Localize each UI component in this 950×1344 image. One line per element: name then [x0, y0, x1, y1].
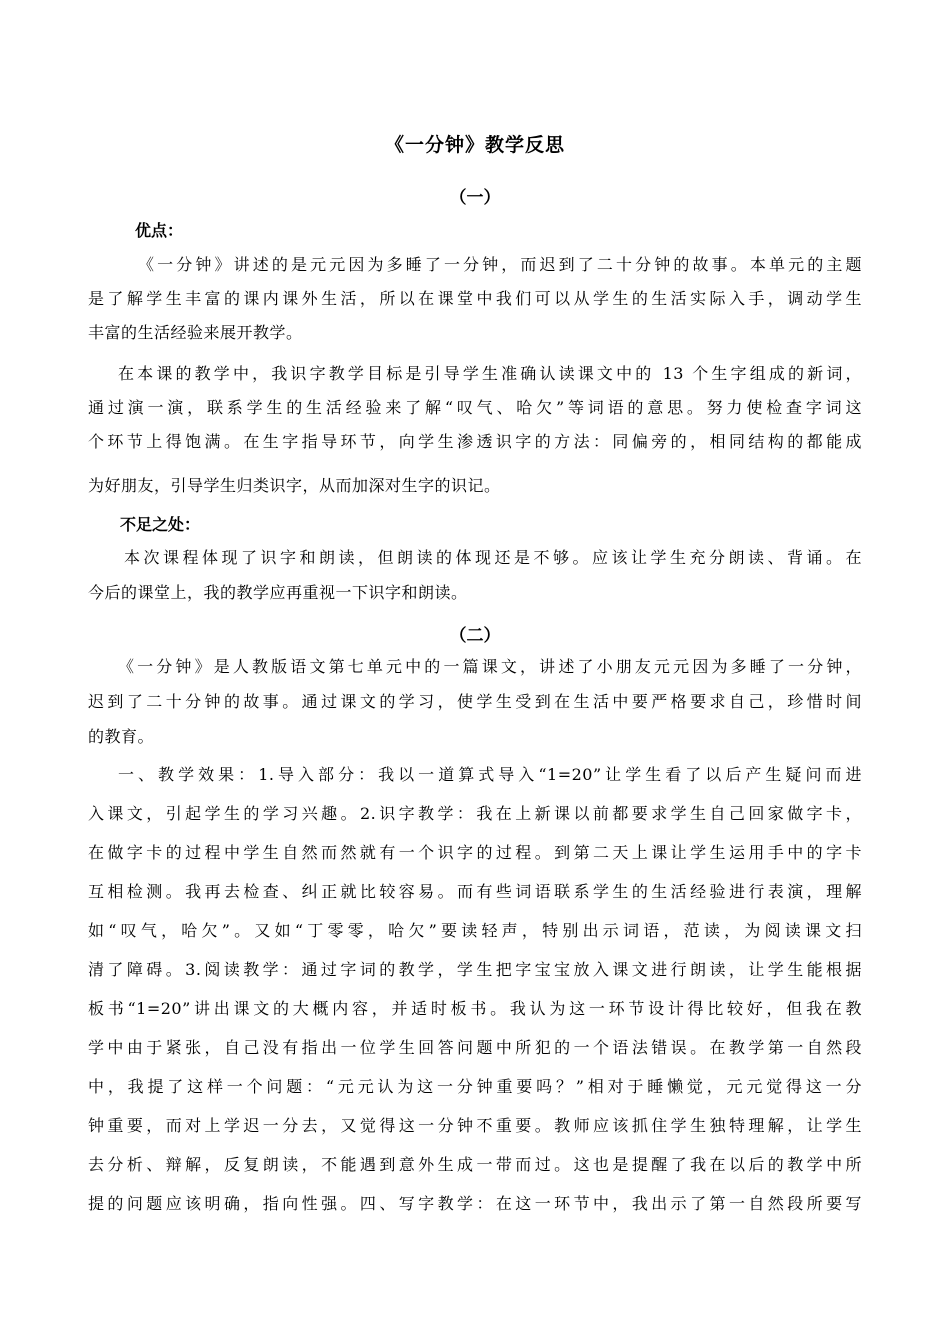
paragraph-line: 入课文，引起学生的学习兴趣。2.识字教学：我在上新课以前都要求学生自己回家做字卡，	[88, 804, 862, 823]
paragraph-line: 一、教学效果：1.导入部分：我以一道算式导入“1=20”让学生看了以后产生疑问而进	[118, 765, 862, 784]
paragraph-line: 在本课的教学中，我识字教学目标是引导学生准确认读课文中的 13 个生字组成的新词，	[118, 364, 862, 383]
paragraph-line: 迟到了二十分钟的故事。通过课文的学习，使学生受到在生活中要严格要求自己，珍惜时间	[88, 692, 862, 711]
paragraph-line: 去分析、辩解，反复朗读，不能遇到意外生成一带而过。这也是提醒了我在以后的教学中所	[88, 1155, 862, 1174]
paragraph-line: 在做字卡的过程中学生自然而然就有一个识字的过程。到第二天上课让学生运用手中的字卡	[88, 843, 862, 862]
paragraph-line: 提的问题应该明确，指向性强。四、写字教学：在这一环节中，我出示了第一自然段所要写	[88, 1194, 862, 1213]
paragraph-line: 的教育。	[88, 727, 155, 746]
paragraph-line: 钟重要，而对上学迟一分去，又觉得这一分钟不重要。教师应该抓住学生独特理解，让学生	[88, 1116, 862, 1135]
section-heading-1: （一）	[449, 188, 501, 208]
paragraph-line: 是了解学生丰富的课内课外生活，所以在课堂中我们可以从学生的生活实际入手，调动学生	[88, 289, 862, 308]
paragraph-line: 今后的课堂上，我的教学应再重视一下识字和朗读。	[88, 583, 468, 602]
paragraph-line: 个环节上得饱满。在生字指导环节，向学生渗透识字的方法：同偏旁的，相同结构的都能成	[88, 432, 862, 451]
paragraph-line: 《一分钟》讲述的是元元因为多睡了一分钟，而迟到了二十分钟的故事。本单元的主题	[138, 255, 862, 274]
paragraph-line: 本次课程体现了识字和朗读，但朗读的体现还是不够。应该让学生充分朗读、背诵。在	[124, 548, 862, 567]
section-heading-2: （二）	[449, 626, 501, 646]
paragraph-line: 为好朋友，引导学生归类识字，从而加深对生字的识记。	[88, 476, 501, 495]
paragraph-line: 互相检测。我再去检查、纠正就比较容易。而有些词语联系学生的生活经验进行表演，理解	[88, 882, 862, 901]
strengths-label: 优点：	[135, 221, 184, 240]
paragraph-line: 板书“1=20”讲出课文的大概内容，并适时板书。我认为这一环节设计得比较好，但我在教	[88, 999, 862, 1018]
paragraph-line: 丰富的生活经验来展开教学。	[88, 323, 303, 342]
paragraph-line: 学中由于紧张，自己没有指出一位学生回答问题中所犯的一个语法错误。在教学第一自然段	[88, 1038, 862, 1057]
page-title: 《一分钟》教学反思	[384, 134, 565, 156]
paragraph-line: 通过演一演，联系学生的生活经验来了解“叹气、哈欠”等词语的意思。努力使检查字词这	[88, 398, 862, 417]
paragraph-line: 中，我提了这样一个问题：“元元认为这一分钟重要吗？”相对于睡懒觉，元元觉得这一分	[88, 1077, 862, 1096]
paragraph-line: 如“叹气，哈欠”。又如“丁零零，哈欠”要读轻声，特别出示词语，范读，为阅读课文扫	[88, 921, 862, 940]
paragraph-line: 清了障碍。3.阅读教学：通过字词的教学，学生把字宝宝放入课文进行朗读，让学生能根据	[88, 960, 862, 979]
paragraph-line: 《一分钟》是人教版语文第七单元中的一篇课文，讲述了小朋友元元因为多睡了一分钟，	[118, 657, 862, 676]
weakness-label: 不足之处：	[120, 515, 201, 534]
